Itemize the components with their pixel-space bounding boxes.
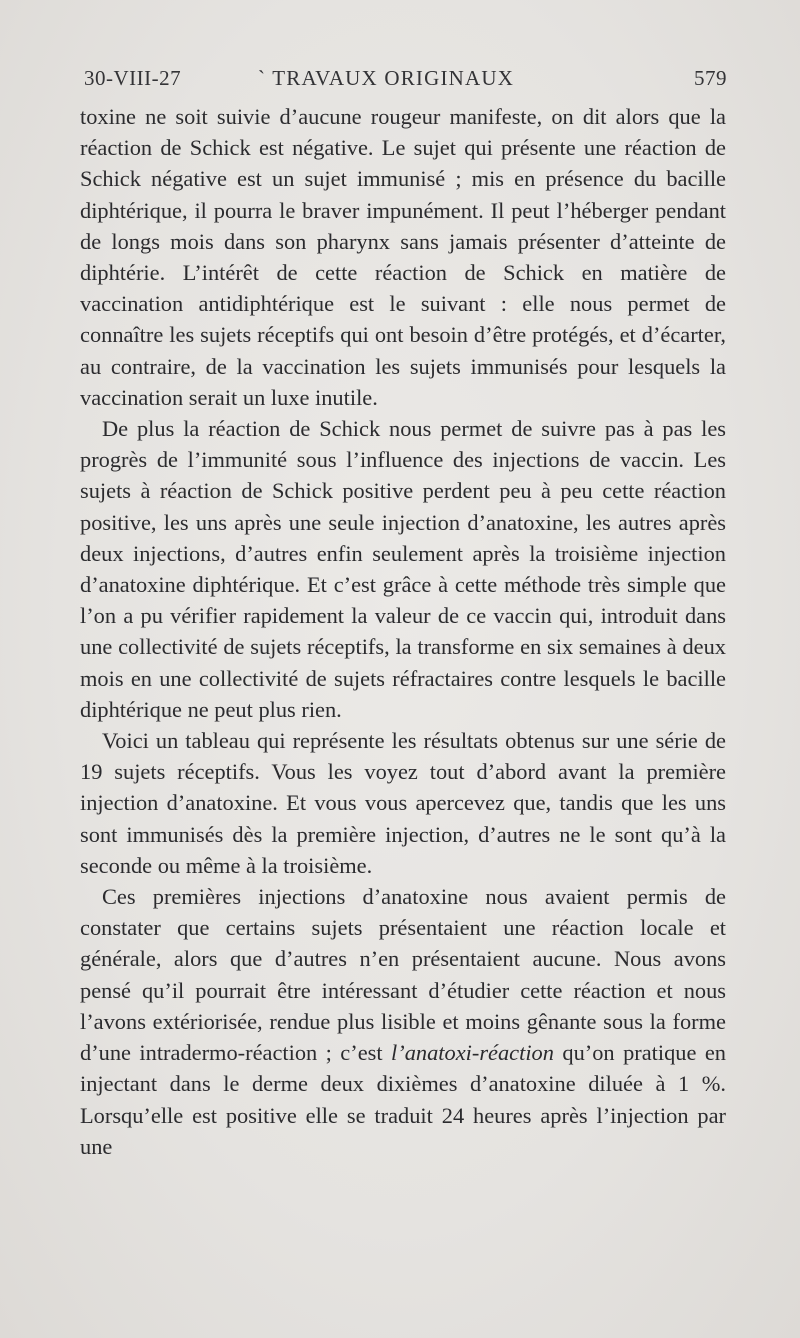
paragraph-4-text-a: Ces premières injections d’anatoxine nous avaient permis de constater que certains sujets présentaient une réaction locale et générale, alors que d’autres n’en présentaient aucune. Nous avons pensé qu’il pourrait être intéressant d’étudier cette réaction et nous l’avons extériorisée, rendue plus lisible et moins gênante sous la forme d’une intradermo-réaction ; c’est [80,884,726,1066]
running-header [84,66,727,96]
paragraph-4-italic-term: l’anatoxi-réaction [391,1040,554,1066]
paragraph-1: toxine ne soit suivie d’aucune rougeur manifeste, on dit alors que la réaction de Schick est négative. Le sujet qui présente une réaction de Schick négative est un sujet immunisé ; mis en présence du bacille diphtérique, il pourra le braver impunément. Il peut l’héberger pendant de longs mois dans son pharynx sans jamais présenter d’atteinte de diphtérie. L’intérêt de cette réaction de Schick en matière de vaccination antidiphtérique est le suivant : elle nous permet de connaître les sujets réceptifs qui ont besoin d’être protégés, et d’écarter, au contraire, de la vaccination les sujets immunisés pour lesquels la vaccination serait un luxe inutile. [80,104,726,410]
paragraph-4 [80,881,726,1162]
page-number: 579 [694,66,727,90]
header-date: 30-VIII-27 [84,66,182,90]
paragraph-3: Voici un tableau qui représente les résultats obtenus sur une série de 19 sujets réceptifs. Vous les voyez tout d’abord avant la première injection d’anatoxine. Et vous vous apercevez que, tandis que les uns sont immunisés dès la première injection, d’autres ne le sont qu’à la seconde ou même à la troisième. [80,728,726,878]
article-body [80,101,726,1162]
header-section-title: ` TRAVAUX ORIGINAUX [258,66,515,90]
paragraph-4-text-b: qu’on pratique en injectant dans le derme deux dixièmes d’anatoxine diluée à 1 %. Lorsqu’elle est positive elle se traduit 24 heures après l’injection par une [80,1040,727,1159]
paragraph-2: De plus la réaction de Schick nous permet de suivre pas à pas les progrès de l’immunité sous l’influence des injections de vaccin. Les sujets à réaction de Schick positive perdent peu à peu cette réaction positive, les uns après une seule injection d’anatoxine, les autres après deux injections, d’autres enfin seulement après la troisième injection d’anatoxine diphtérique. Et c’est grâce à cette méthode très simple que l’on a pu vérifier rapidement la valeur de ce vaccin qui, introduit dans une collectivité de sujets réceptifs, la transforme en six semaines à deux mois en une collectivité de sujets réfractaires contre lesquels le bacille diphtérique ne peut plus rien. [80,416,726,722]
